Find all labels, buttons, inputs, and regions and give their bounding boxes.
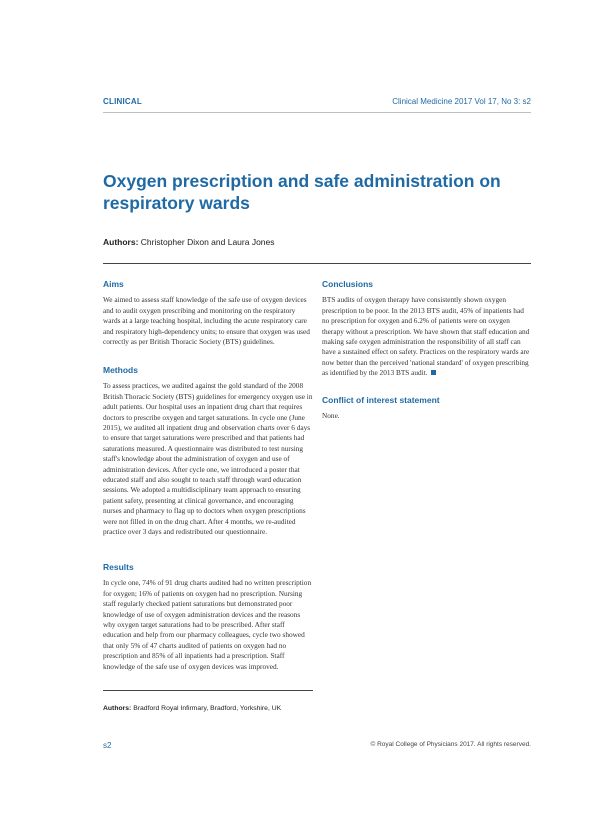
section-label: CLINICAL bbox=[103, 97, 142, 106]
authors-line bbox=[103, 237, 275, 247]
authors-label: Authors: bbox=[103, 237, 139, 247]
conclusions-text: BTS audits of oxygen therapy have consistently shown oxygen prescription to be poor. In the 2013 BTS audit, 45% of inpatients had no prescription for oxygen and 6.2% of patients were on oxygen therapy without a prescription. We have shown that staff education and making safe oxygen administration the responsibility of all staff can have a sustained effect on safety. Practices on the respiratory wards are now better than the perceived 'national standard' of oxygen prescribing as identified by the 2013 BTS audit. bbox=[322, 295, 530, 378]
footnote-divider bbox=[103, 690, 313, 691]
conclusions-heading: Conclusions bbox=[322, 279, 374, 289]
affiliation-text: Bradford Royal Infirmary, Bradford, Yorkshire, UK bbox=[131, 705, 282, 712]
article-title: Oxygen prescription and safe administration on respiratory wards bbox=[103, 171, 501, 213]
results-heading: Results bbox=[103, 562, 134, 572]
aims-text: We aimed to assess staff knowledge of the safe use of oxygen devices and to audit oxygen prescribing and monitoring on the respiratory wards at a large teaching hospital, including the acute respiratory care and respiratory high-dependency units; to ensure that oxygen was used correctly as per British Thoracic Society (BTS) guidelines. bbox=[103, 295, 310, 347]
methods-heading: Methods bbox=[103, 365, 138, 375]
journal-citation: Clinical Medicine 2017 Vol 17, No 3: s2 bbox=[392, 97, 531, 106]
conflict-block bbox=[322, 395, 532, 422]
results-block bbox=[103, 562, 313, 672]
header-divider bbox=[103, 112, 531, 113]
results-text: In cycle one, 74% of 91 drug charts audited had no written prescription for oxygen; 16% of patients on oxygen had no prescription. Nursing staff regularly checked patient saturations but demonstrated poor knowledge of use of oxygen administration devices and the reasons why oxygen target saturations had to be prescribed. After staff education and help from our pharmacy colleagues, cycle two showed that only 5% of 47 charts audited of patients on oxygen had no prescription and 85% of all inpatients had a prescription. Staff knowledge of the safe use of oxygen devices was improved. bbox=[103, 578, 312, 671]
end-of-article-mark bbox=[431, 370, 436, 375]
affiliation-line bbox=[103, 705, 281, 712]
content-divider bbox=[103, 263, 531, 264]
copyright-notice: © Royal College of Physicians 2017. All rights reserved. bbox=[370, 741, 531, 748]
aims-heading: Aims bbox=[103, 279, 124, 289]
conflict-text: None. bbox=[322, 411, 340, 421]
affiliation-label: Authors: bbox=[103, 705, 132, 712]
methods-text: To assess practices, we audited against the gold standard of the 2008 British Thoracic Society (BTS) guidelines for emergency oxygen use in adult patients. Our hospital uses an inpatient drug chart that requires doctors to prescribe oxygen and target saturations. In cycle one (June 2015), we audited all inpatient drug and observation charts over 6 days to ensure that target saturations were prescribed and that patients had saturations measured. A questionnaire was distributed to test nursing staff's knowledge about the administration of oxygen and use of administration devices. After cycle one, we introduced a poster that educated staff and also sought to teach staff through ward education sessions. We adopted a multidisciplinary team approach to ensuring patient safety, presenting at clinical governance, and encouraging nurses and pharmacy to flag up to doctors when oxygen prescriptions were not filled in on the drug chart. After 4 months, we re-audited practice over 3 days and redistributed our questionnaire. bbox=[103, 381, 313, 537]
methods-block bbox=[103, 365, 313, 538]
conflict-heading: Conflict of interest statement bbox=[322, 395, 440, 405]
page-number: s2 bbox=[103, 741, 112, 750]
authors-names: Christopher Dixon and Laura Jones bbox=[138, 237, 275, 247]
left-column bbox=[103, 279, 313, 347]
conclusions-block bbox=[322, 279, 532, 379]
